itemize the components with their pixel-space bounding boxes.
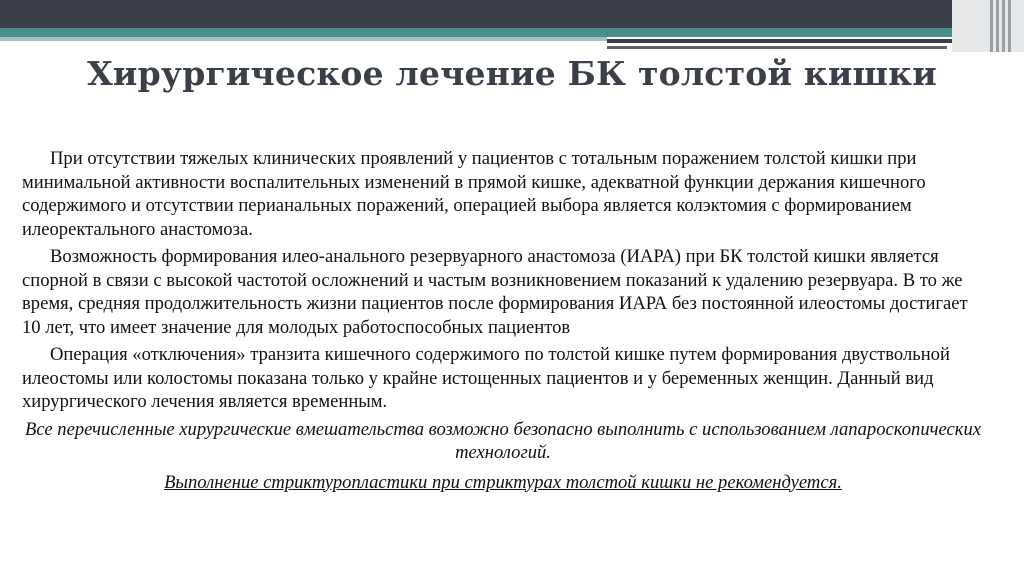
header-accent-line	[607, 39, 952, 43]
corner-stripe	[990, 0, 993, 52]
header-band-teal	[0, 28, 1024, 37]
header-band-light	[0, 37, 607, 41]
corner-stripe	[1008, 0, 1011, 52]
paragraph-1: При отсутствии тяжелых клинических проявлений у пациентов с тотальным поражением толстой кишки при минимальной активности воспалительных изменений в прямой кишке, адекватной функции держания кишечного содержимого и отсутствии перианальных поражений, операцией выбора является колэктомия с формированием илеоректального анастомоза.	[22, 148, 926, 240]
header-accent-line-thin	[607, 46, 947, 49]
corner-stripe	[996, 0, 999, 52]
italic-note: Все перечисленные хирургические вмешательства возможно безопасно выполнить с использованием лапароскопических технологий.	[25, 418, 981, 463]
slide-title: Хирургическое лечение БК толстой кишки	[87, 54, 937, 93]
header-corner-block	[952, 0, 1024, 52]
paragraph-2: Возможность формирования илео-анального резервуарного анастомоза (ИАРА) при БК толстой кишки является спорной в связи с высокой частотой осложнений и частым возникновением показаний к удалению резервуара. В то же время, средняя продолжительность жизни пациентов после формирования ИАРА без постоянной илеостомы достигает 10 лет, что имеет значение для молодых работоспособных пациентов	[22, 246, 968, 338]
paragraph-3: Операция «отключения» транзита кишечного содержимого по толстой кишке путем формирования двуствольной илеостомы или колостомы показана только у крайне истощенных пациентов и у беременных женщин. Данный вид хирургического лечения является временным.	[22, 344, 950, 412]
header-band-dark	[0, 0, 1024, 28]
underlined-note: Выполнение стриктуропластики при стриктурах толстой кишки не рекомендуется.	[164, 471, 842, 493]
slide-body	[22, 147, 984, 494]
corner-stripe	[1002, 0, 1005, 52]
